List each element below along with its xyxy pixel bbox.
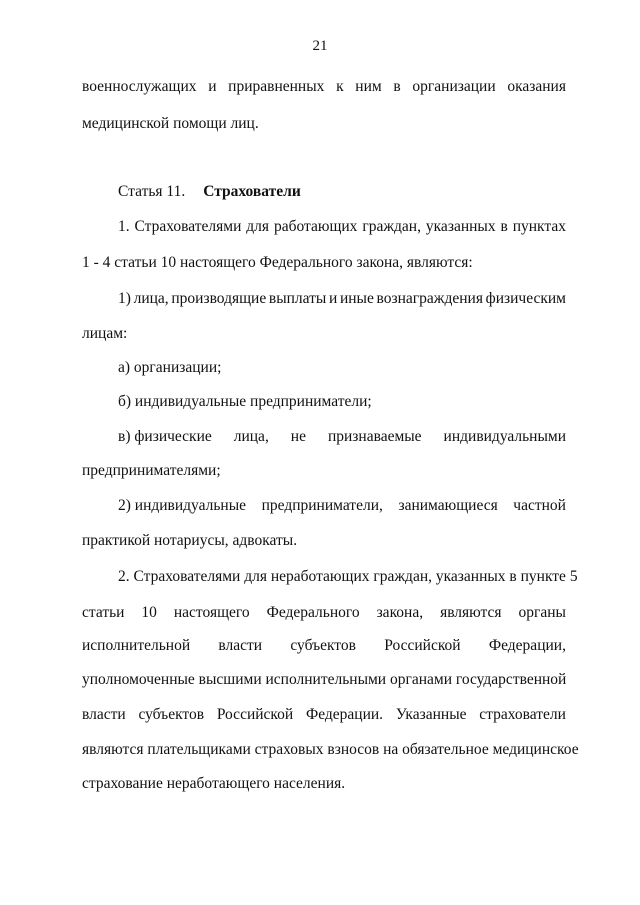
word: 2) индивидуальные (118, 497, 247, 514)
word: оказания (507, 78, 566, 95)
word: организации (412, 78, 496, 95)
word: производящие (171, 290, 267, 307)
item-v-line-2: предпринимателями; (82, 462, 221, 479)
article-title: Страхователи (203, 183, 301, 200)
word: Федерации, (488, 637, 566, 654)
word: и (329, 290, 338, 307)
word: лица, (133, 290, 169, 307)
word: исполнительной (82, 637, 191, 654)
word: иные (339, 290, 374, 307)
word: Российской (384, 637, 461, 654)
word: признаваемые (327, 428, 422, 445)
word: частной (513, 497, 566, 514)
para1-line-2: 1 - 4 статьи 10 настоящего Федерального закона, являются: (82, 254, 473, 271)
word: органы (518, 604, 566, 621)
article-heading (118, 183, 301, 201)
word: в (393, 78, 401, 95)
para2-line-3 (82, 637, 566, 655)
word: являются (440, 604, 502, 621)
para2-line-6: являются плательщиками страховых взносов на обязательное медицинское (82, 741, 579, 758)
word: в) физические (118, 428, 212, 445)
word: власти (218, 637, 263, 654)
word: граждан, (362, 218, 421, 235)
word: 10 (141, 604, 157, 621)
word: военнослужащих (82, 78, 197, 95)
word: в (500, 218, 508, 235)
para2-line-5 (82, 706, 566, 724)
word: приравненных (228, 78, 325, 95)
word: субъектов (290, 637, 356, 654)
para1-line-1 (118, 218, 566, 236)
word: предприниматели, (261, 497, 383, 514)
word: не (290, 428, 306, 445)
item-v-line-1 (118, 428, 566, 446)
word: Российской (216, 706, 294, 723)
para2-line-7: страхование неработающего населения. (82, 775, 346, 792)
word: статьи (82, 604, 125, 621)
word: настоящего (173, 604, 250, 621)
word: указанных (425, 218, 496, 235)
item-a: а) организации; (118, 359, 222, 376)
word: Указанные (395, 706, 467, 723)
item-b: б) индивидуальные предприниматели; (118, 393, 372, 410)
word: 1) (118, 290, 131, 307)
word: и (208, 78, 217, 95)
para2-line-2 (82, 604, 566, 622)
item1-line-2: лицам: (82, 325, 128, 342)
word: работающих (273, 218, 358, 235)
continuation-line-1 (82, 78, 566, 96)
word: индивидуальными (443, 428, 566, 445)
word: для (246, 218, 270, 235)
item1-line-1 (118, 290, 566, 308)
page-number: 21 (312, 38, 328, 54)
item2-line-2: практикой нотариусы, адвокаты. (82, 532, 298, 549)
word: субъектов (138, 706, 205, 723)
word: пунктах (512, 218, 566, 235)
article-label: Статья 11. (118, 183, 186, 200)
word: Федерального (266, 604, 360, 621)
word: страхователи (479, 706, 566, 723)
word: ним (355, 78, 382, 95)
word: лица, (233, 428, 269, 445)
word: вознаграждения (376, 290, 483, 307)
word: физическим (485, 290, 566, 307)
word: выплаты (268, 290, 327, 307)
word: к (336, 78, 344, 95)
word: 1. (118, 218, 130, 235)
para2-line-4: уполномоченные высшими исполнительными органами государственной (82, 671, 567, 688)
item2-line-1 (118, 497, 566, 515)
word: власти (82, 706, 126, 723)
continuation-line-2: медицинской помощи лиц. (82, 115, 259, 132)
para2-line-1: 2. Страхователями для неработающих граждан, указанных в пункте 5 (118, 568, 578, 585)
word: закона, (376, 604, 424, 621)
word: Федерации. (305, 706, 384, 723)
word: Страхователями (134, 218, 242, 235)
word: занимающиеся (398, 497, 498, 514)
